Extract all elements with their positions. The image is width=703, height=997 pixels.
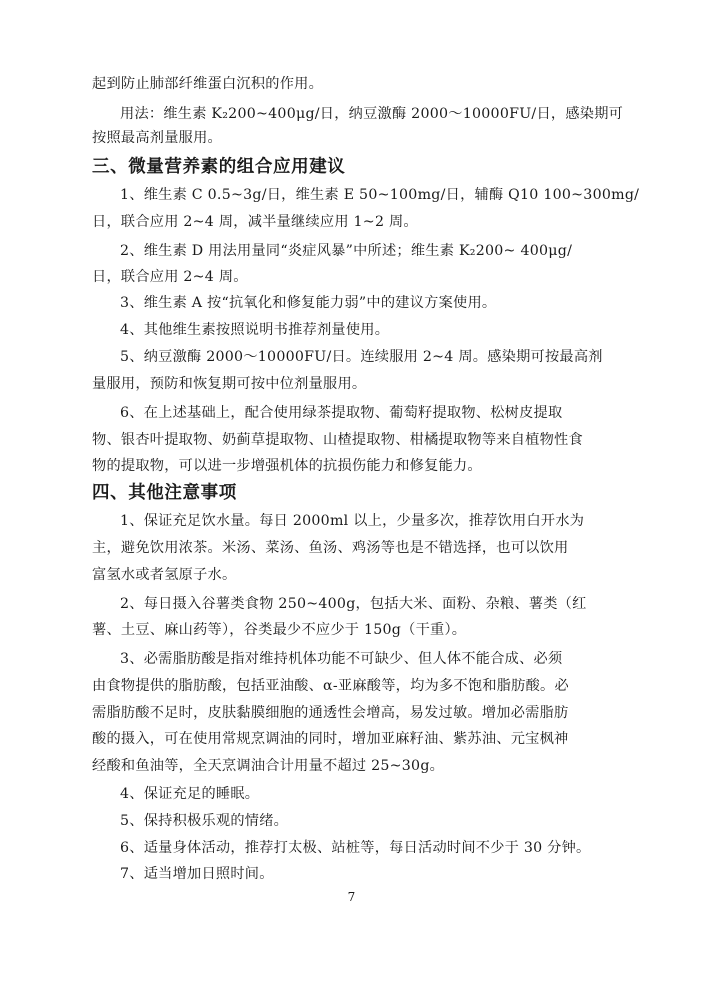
text-line: 日，联合应用 2~4 周。 [92, 269, 248, 285]
text-line: 薯、土豆、麻山药等），谷类最少不应少于 150g（干重）。 [92, 622, 467, 638]
text-line: 需脂肪酸不足时，皮肤黏膜细胞的通透性会增高，易发过敏。增加必需脂肪 [92, 705, 569, 721]
section-heading: 四、其他注意事项 [92, 483, 237, 503]
text-line: 2、每日摄入谷薯类食物 250~400g，包括大米、面粉、杂粮、薯类（红 [120, 596, 587, 612]
text-line: 经酸和鱼油等，全天烹调油合计用量不超过 25~30g。 [92, 758, 445, 774]
text-line: 6、在上述基础上，配合使用绿茶提取物、葡萄籽提取物、松树皮提取 [120, 405, 563, 421]
text-line: 主，避免饮用浓茶。米汤、菜汤、鱼汤、鸡汤等也是不错选择，也可以饮用 [92, 540, 569, 556]
text-line: 酸的摄入，可在使用常规烹调油的同时，增加亚麻籽油、紫苏油、元宝枫神 [92, 731, 569, 747]
text-line: 3、维生素 A 按“抗氧化和修复能力弱”中的建议方案使用。 [120, 295, 497, 311]
text-line: 2、维生素 D 用法用量同“炎症风暴”中所述；维生素 K₂200~ 400μg/ [120, 243, 573, 259]
text-line: 7、适当增加日照时间。 [120, 866, 274, 882]
text-line: 量服用，预防和恢复期可按中位剂量服用。 [92, 376, 367, 392]
text-line: 物、银杏叶提取物、奶蓟草提取物、山楂提取物、柑橘提取物等来自植物性食 [92, 432, 583, 448]
text-line: 日，联合应用 2~4 周，减半量继续应用 1~2 周。 [92, 214, 418, 230]
text-line: 1、维生素 C 0.5~3g/日，维生素 E 50~100mg/日，辅酶 Q10 100~300mg/ [120, 187, 640, 203]
text-line: 5、纳豆激酶 2000～10000FU/日。连续服用 2~4 周。感染期可按最高剂 [120, 349, 603, 365]
text-line: 起到防止肺部纤维蛋白沉积的作用。 [92, 76, 324, 92]
text-line: 5、保持积极乐观的情绪。 [120, 813, 289, 829]
text-line: 按照最高剂量服用。 [92, 130, 222, 146]
section-heading: 三、微量营养素的组合应用建议 [92, 157, 346, 177]
text-line: 1、保证充足饮水量。每日 2000ml 以上，少量多次，推荐饮用白开水为 [120, 513, 585, 529]
text-line: 富氢水或者氢原子水。 [92, 567, 237, 583]
text-line: 4、保证充足的睡眠。 [120, 786, 260, 802]
text-line: 物的提取物，可以进一步增强机体的抗损伤能力和修复能力。 [92, 458, 482, 474]
text-line: 3、必需脂肪酸是指对维持机体功能不可缺少、但人体不能合成、必须 [120, 651, 563, 667]
text-line: 6、适量身体活动，推荐打太极、站桩等，每日活动时间不少于 30 分钟。 [120, 840, 591, 856]
page-number: 7 [347, 890, 356, 904]
text-line: 用法：维生素 K₂200~400μg/日，纳豆激酶 2000～10000FU/日，感染期可 [120, 106, 624, 122]
text-line: 由食物提供的脂肪酸，包括亚油酸、α-亚麻酸等，均为多不饱和脂肪酸。必 [92, 678, 569, 694]
text-line: 4、其他维生素按照说明书推荐剂量使用。 [120, 322, 390, 338]
